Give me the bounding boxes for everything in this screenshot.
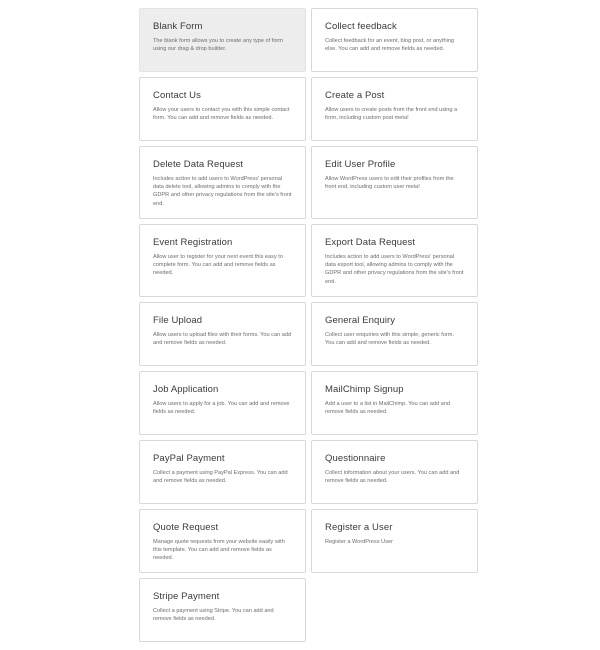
template-title: File Upload bbox=[153, 315, 203, 326]
template-card-delete-data-request[interactable] bbox=[139, 146, 306, 219]
template-title: Collect feedback bbox=[325, 21, 397, 32]
template-description: Allow users to apply for a job. You can add and remove fields as needed. bbox=[153, 401, 290, 416]
template-description: Add a user to a list in MailChimp. You can add and remove fields as needed. bbox=[325, 401, 451, 416]
template-card-event-registration[interactable] bbox=[139, 224, 306, 297]
template-description: Collect user enquiries with this simple, generic form. You can add and remove fields as needed. bbox=[325, 332, 455, 347]
template-description: Collect a payment using PayPal Express. You can add and remove fields as needed. bbox=[153, 470, 288, 485]
template-description: Collect information about your users. You can add and remove fields as needed. bbox=[325, 470, 460, 485]
template-title: Register a User bbox=[325, 522, 393, 533]
template-card-stripe-payment[interactable] bbox=[139, 578, 306, 642]
template-title: Contact Us bbox=[153, 90, 201, 101]
template-description: Manage quote requests from your website easily with this template. You can add and remove fields as needed. bbox=[153, 539, 285, 562]
template-description: Includes action to add users to WordPress' personal data export tool, allowing admins to comply with the GDPR and other privacy regulations from the site's front end. bbox=[325, 254, 464, 285]
template-title: Edit User Profile bbox=[325, 159, 396, 170]
template-title: Job Application bbox=[153, 384, 219, 395]
template-card-questionnaire[interactable] bbox=[311, 440, 478, 504]
template-title: Stripe Payment bbox=[153, 591, 220, 602]
template-card-general-enquiry[interactable] bbox=[311, 302, 478, 366]
template-title: Export Data Request bbox=[325, 237, 416, 248]
template-card-blank-form[interactable] bbox=[139, 8, 306, 72]
template-title: Event Registration bbox=[153, 237, 233, 248]
template-description: Allow users to upload files with their forms. You can add and remove fields as needed. bbox=[153, 332, 292, 347]
template-title: PayPal Payment bbox=[153, 453, 225, 464]
template-description: Collect feedback for an event, blog post, or anything else. You can add and remove fields as needed. bbox=[325, 38, 455, 53]
template-description: Allow users to create posts from the front end using a form, including custom post meta! bbox=[325, 107, 458, 122]
template-card-paypal-payment[interactable] bbox=[139, 440, 306, 504]
template-description: Collect a payment using Stripe. You can add and remove fields as needed. bbox=[153, 608, 274, 623]
template-card-export-data-request[interactable] bbox=[311, 224, 478, 297]
template-card-collect-feedback[interactable] bbox=[311, 8, 478, 72]
template-title: Create a Post bbox=[325, 90, 385, 101]
template-card-job-application[interactable] bbox=[139, 371, 306, 435]
template-title: MailChimp Signup bbox=[325, 384, 404, 395]
template-card-mailchimp-signup[interactable] bbox=[311, 371, 478, 435]
template-title: Blank Form bbox=[153, 21, 203, 32]
template-title: Quote Request bbox=[153, 522, 219, 533]
template-card-quote-request[interactable] bbox=[139, 509, 306, 573]
template-title: Delete Data Request bbox=[153, 159, 244, 170]
template-title: Questionnaire bbox=[325, 453, 386, 464]
template-card-contact-us[interactable] bbox=[139, 77, 306, 141]
template-title: General Enquiry bbox=[325, 315, 396, 326]
template-description: Allow your users to contact you with this simple contact form. You can add and remove fields as needed. bbox=[153, 107, 290, 122]
template-description: Allow user to register for your next event this easy to complete form. You can add and remove fields as needed. bbox=[153, 254, 283, 277]
template-card-create-a-post[interactable] bbox=[311, 77, 478, 141]
template-description: Register a WordPress User bbox=[325, 539, 393, 545]
template-card-register-a-user[interactable] bbox=[311, 509, 478, 573]
template-card-file-upload[interactable] bbox=[139, 302, 306, 366]
template-card-edit-user-profile[interactable] bbox=[311, 146, 478, 219]
template-description: Allow WordPress users to edit their profiles from the front end, including custom user meta! bbox=[325, 176, 454, 191]
template-description: Includes action to add users to WordPress' personal data delete tool, allowing admins to comply with the GDPR and other privacy regulations from the site's front end. bbox=[153, 176, 292, 207]
template-description: The blank form allows you to create any type of form using our drag & drop builder. bbox=[153, 38, 283, 53]
